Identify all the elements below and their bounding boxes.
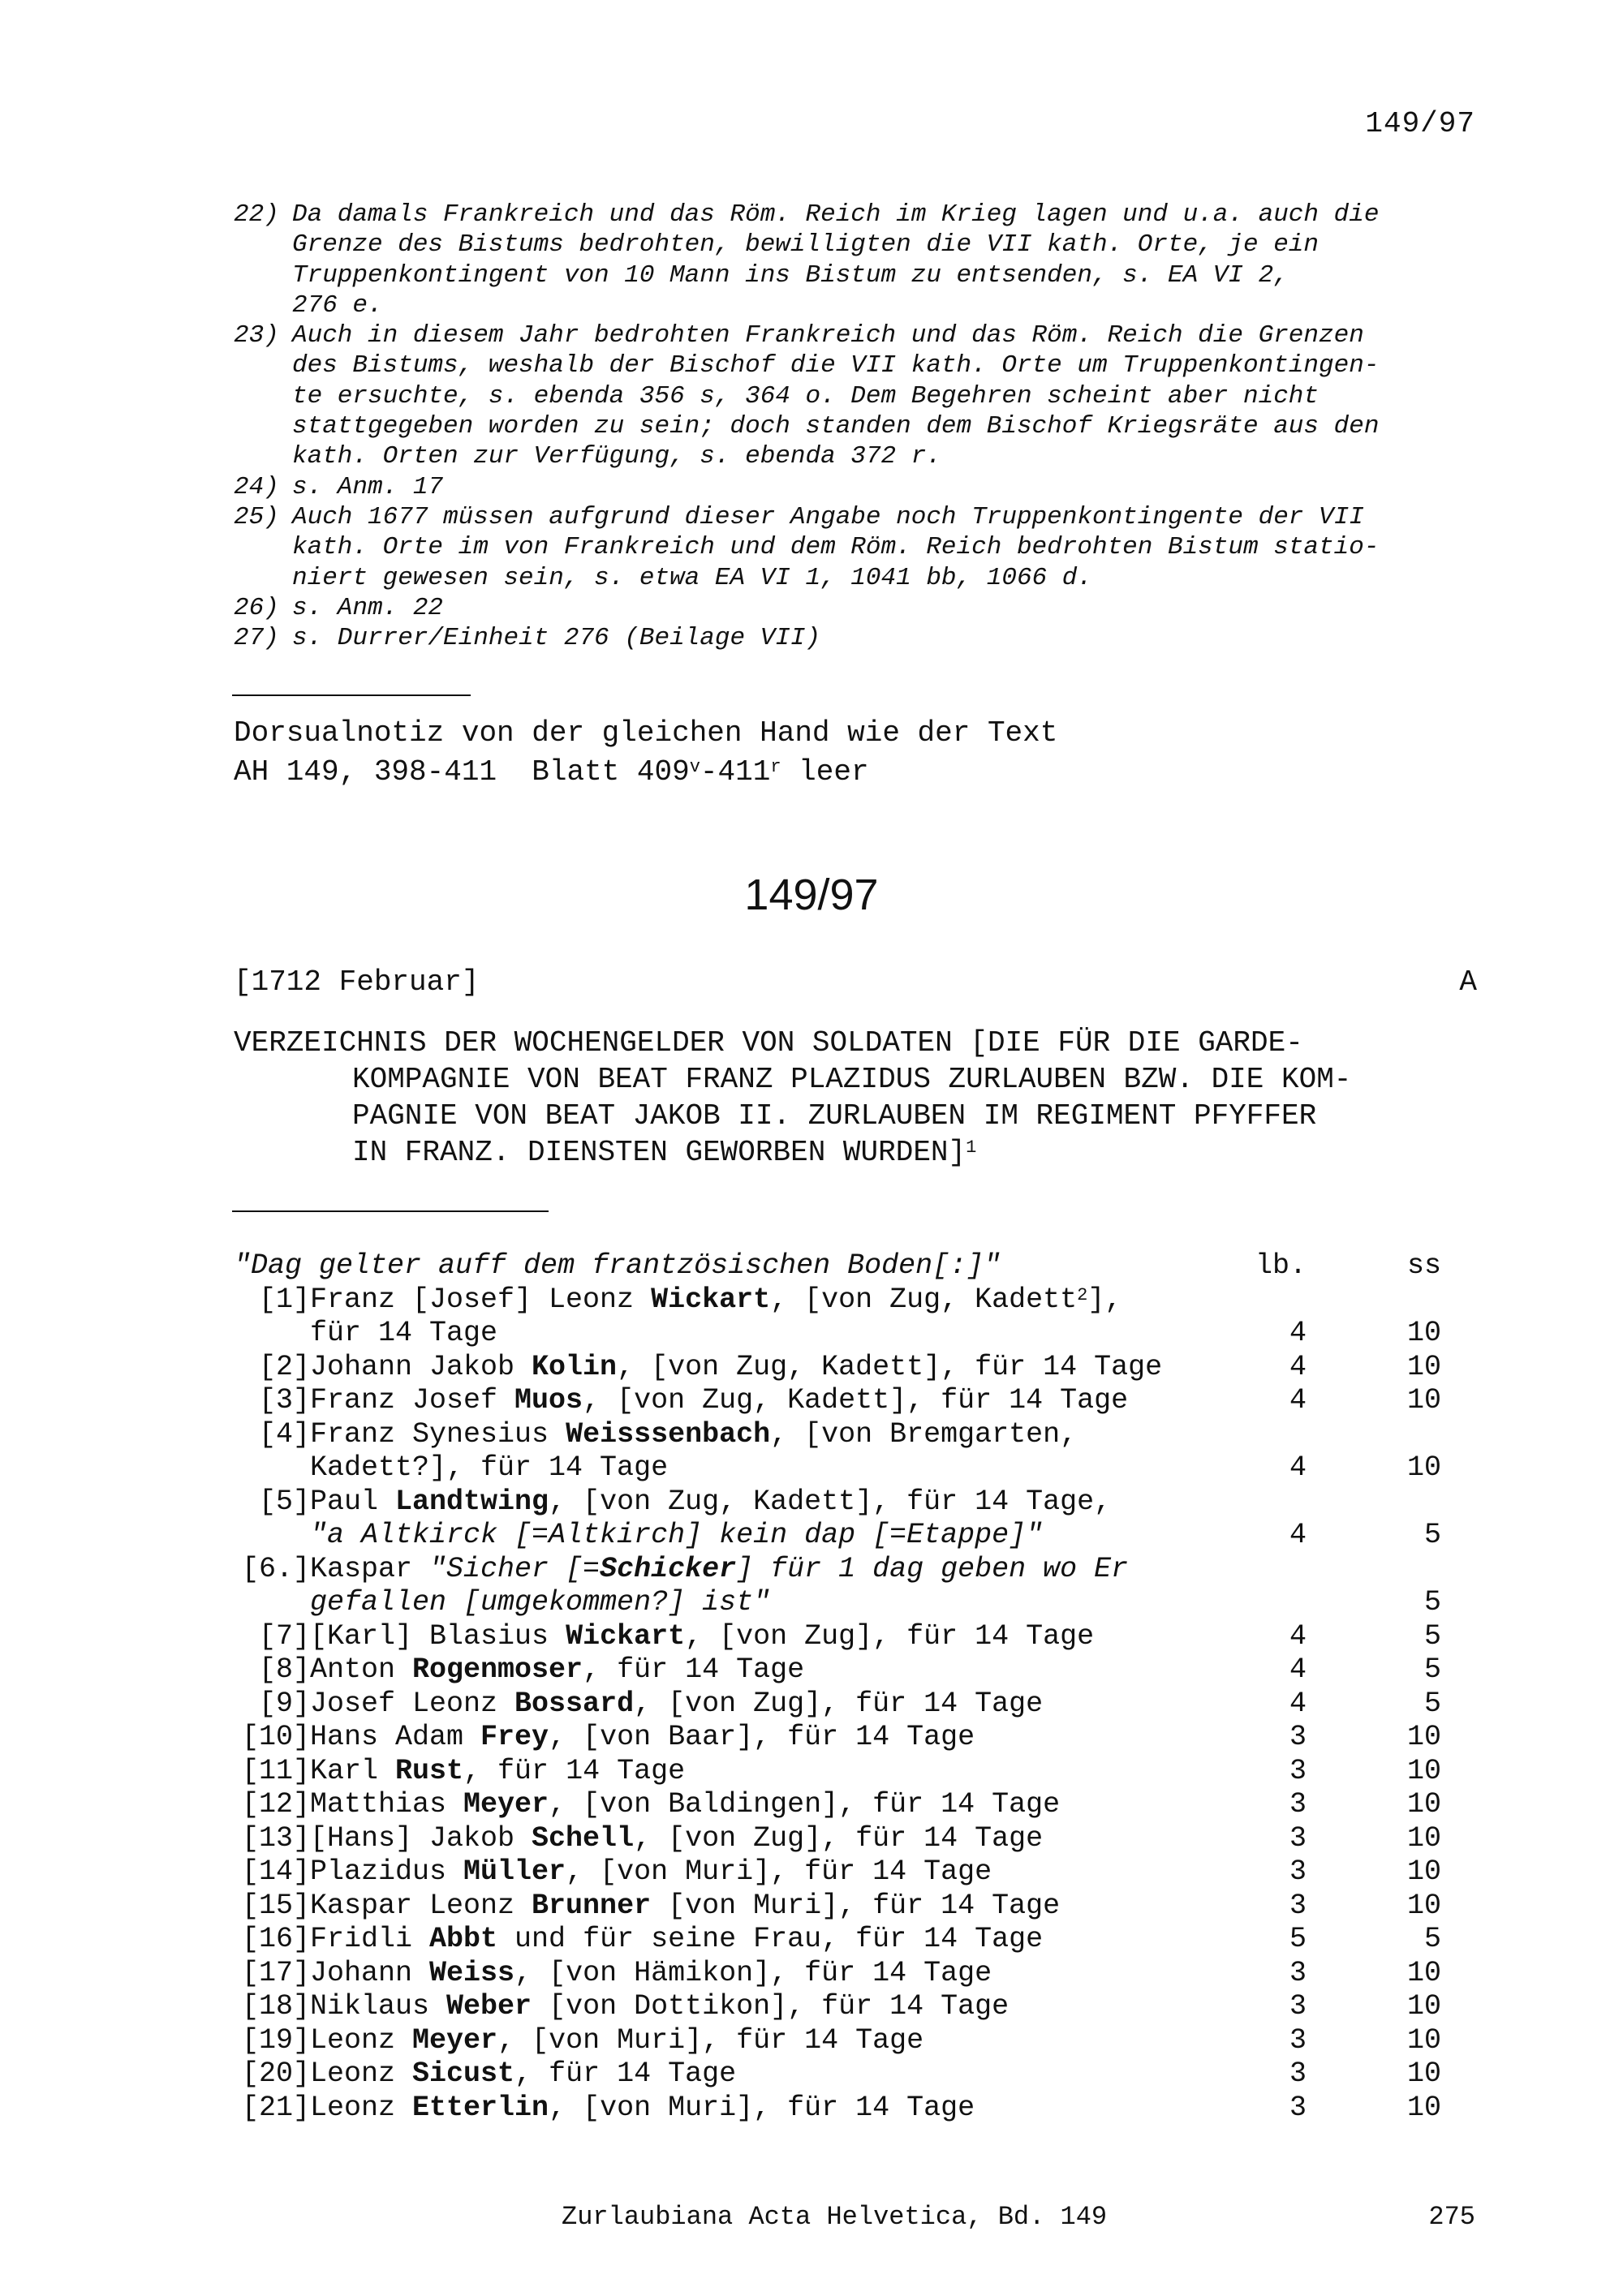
amount-lb: [1209, 1486, 1337, 1520]
soldier-surname: Meyer: [463, 1788, 549, 1821]
amount-ss: 10: [1406, 2091, 1441, 2124]
footnote-text: kath. Orte im von Frankreich und dem Röm. Reich bedrohten Bistum statio-: [292, 533, 1380, 562]
list-item: [234, 2057, 1483, 2092]
entry-text: Leonz Meyer, [von Muri], für 14 Tage: [310, 2023, 924, 2057]
footnote-line: [234, 320, 1483, 350]
amount-lb: 3: [1289, 1889, 1307, 1922]
entry-text: Plazidus Müller, [von Muri], für 14 Tage: [310, 1855, 992, 1888]
amount-ss: [1337, 1486, 1483, 1520]
amount-ss: 10: [1406, 1350, 1441, 1383]
amount-ss: [1337, 1553, 1483, 1587]
entry-text: Paul Landtwing, [von Zug, Kadett], für 14 Tage,: [310, 1485, 1112, 1518]
footnote-text: s. Anm. 17: [292, 472, 444, 501]
entry-index: [1]: [258, 1283, 310, 1316]
soldier-surname: Meyer: [412, 2023, 498, 2057]
list-item: [234, 1620, 1483, 1654]
amount-lb: 4: [1289, 1519, 1307, 1551]
footnote-text: kath. Orten zur Verfügung, s. ebenda 372 r.: [292, 442, 941, 471]
soldier-surname: Weisssenbach: [566, 1417, 771, 1451]
entry-text: für 14 Tage: [310, 1317, 498, 1349]
soldier-surname: Weber: [446, 1990, 532, 2023]
dorsal-line-1: Dorsualnotiz von der gleichen Hand wie der Text: [234, 716, 1058, 750]
entry-index: [19]: [241, 2023, 310, 2057]
list-item: [234, 1957, 1483, 1991]
amount-ss: 10: [1406, 1317, 1441, 1349]
footnote-line: [234, 532, 1483, 562]
footnote-number: 22): [234, 200, 279, 229]
amount-lb: 4: [1289, 1653, 1307, 1686]
footnote-number: 25): [234, 502, 279, 531]
soldier-surname: Brunner: [532, 1889, 652, 1922]
entry-text: Matthias Meyer, [von Baldingen], für 14 Tage: [310, 1788, 1061, 1821]
amount-ss: 10: [1406, 1788, 1441, 1821]
list-item: [234, 1721, 1483, 1755]
footnote-text: Truppenkontingent von 10 Mann ins Bistum zu entsenden, s. EA VI 2,: [292, 260, 1289, 290]
list-item: [234, 1317, 1483, 1351]
list-item: [234, 1990, 1483, 2024]
header-reference: 149/97: [1365, 107, 1475, 140]
soldier-surname: Etterlin: [412, 2091, 549, 2124]
footnote-text: te ersuchte, s. ebenda 356 s, 364 o. Dem Begehren scheint aber nicht: [292, 381, 1319, 411]
soldier-surname: Kolin: [532, 1350, 618, 1383]
footer-text: Zurlaubiana Acta Helvetica, Bd. 149: [562, 2202, 1108, 2232]
amount-lb: [1209, 1586, 1337, 1620]
footnote-line: [234, 290, 1483, 320]
soldier-surname: Bossard: [514, 1687, 635, 1720]
list-item: [234, 1384, 1483, 1418]
amount-ss: 10: [1406, 2023, 1441, 2057]
footnote-number: [234, 350, 292, 381]
soldier-surname: Sicust: [412, 2057, 515, 2090]
list-header: [234, 1249, 1483, 1283]
entry-text: gefallen [umgekommen?] ist": [310, 1586, 771, 1619]
amount-lb: 3: [1289, 1956, 1307, 1989]
amount-lb: 4: [1289, 1451, 1307, 1484]
entry-text: Franz Synesius Weisssenbach, [von Bremgarten,: [310, 1417, 1078, 1451]
entry-text: Kaspar Leonz Brunner [von Muri], für 14 Tage: [310, 1889, 1061, 1922]
footnote-number: [234, 381, 292, 411]
list-item: [234, 1890, 1483, 1924]
amount-ss: 5: [1423, 1586, 1441, 1619]
soldier-surname: Schell: [532, 1821, 635, 1855]
amount-ss: 5: [1423, 1687, 1441, 1720]
footnote-number: [234, 441, 292, 471]
soldier-surname: Müller: [463, 1855, 566, 1888]
amount-lb: 5: [1289, 1923, 1307, 1955]
footnote-number: [234, 230, 292, 260]
entry-index: [6.]: [241, 1552, 310, 1585]
amount-ss: 5: [1423, 1619, 1441, 1653]
footnote-text: stattgegeben worden zu sein; doch standen dem Bischof Kriegsräte aus den: [292, 412, 1380, 441]
entry-index: [4]: [258, 1417, 310, 1451]
amount-lb: 3: [1289, 2091, 1307, 2124]
footnote-line: [234, 200, 1483, 230]
soldier-surname: Frey: [480, 1721, 549, 1753]
document-type: A: [1459, 965, 1477, 999]
column-lb: lb.: [1255, 1249, 1307, 1282]
footnote-number: 26): [234, 593, 279, 622]
amount-ss: 10: [1406, 1821, 1441, 1855]
footnotes: [234, 200, 1483, 653]
entry-index: [15]: [241, 1889, 310, 1922]
entry-text: Kaspar "Sicher [=Schicker] für 1 dag geben wo Er: [310, 1552, 1129, 1585]
amount-lb: 3: [1289, 1754, 1307, 1787]
entry-text: Karl Rust, für 14 Tage: [310, 1754, 686, 1787]
footnote-line: [234, 563, 1483, 593]
list-item: [234, 1788, 1483, 1822]
document-date: [1712 Februar]: [234, 965, 480, 999]
heading-line: PAGNIE VON BEAT JAKOB II. ZURLAUBEN IM REGIMENT PFYFFER: [352, 1099, 1317, 1133]
divider: [232, 1210, 549, 1212]
amount-ss: 10: [1406, 1990, 1441, 2023]
entry-index: [234, 1519, 310, 1553]
footnote-line: [234, 502, 1483, 532]
footnote-number: [234, 411, 292, 441]
amount-ss: [1337, 1418, 1483, 1452]
amount-lb: [1209, 1283, 1337, 1318]
amount-lb: 4: [1289, 1384, 1307, 1417]
footnote-number: [234, 563, 292, 593]
entry-index: [2]: [258, 1350, 310, 1383]
heading-line: KOMPAGNIE VON BEAT FRANZ PLAZIDUS ZURLAUBEN BZW. DIE KOM-: [352, 1063, 1352, 1096]
footnote-text: 276 e.: [292, 290, 383, 320]
amount-lb: 3: [1289, 2023, 1307, 2057]
footnote-text: niert gewesen sein, s. etwa EA VI 1, 1041 bb, 1066 d.: [292, 563, 1092, 592]
footnote-number: 23): [234, 321, 279, 350]
amount-ss: 5: [1423, 1923, 1441, 1955]
document-heading: [234, 1025, 1500, 1171]
footnote-line: [234, 411, 1483, 441]
footnote-line: [234, 623, 1483, 653]
list-item: [234, 1688, 1483, 1722]
amount-ss: 10: [1406, 2057, 1441, 2090]
amount-ss: 5: [1423, 1653, 1441, 1686]
amount-ss: 10: [1406, 1855, 1441, 1888]
entry-index: [234, 1451, 310, 1486]
footnote-text: Da damals Frankreich und das Röm. Reich im Krieg lagen und u.a. auch die: [292, 200, 1380, 229]
entry-text: Josef Leonz Bossard, [von Zug], für 14 Tage: [310, 1687, 1044, 1720]
entry-index: [3]: [258, 1384, 310, 1417]
entry-index: [5]: [258, 1485, 310, 1518]
soldier-surname: Wickart: [566, 1619, 686, 1653]
footnote-line: [234, 230, 1483, 260]
footnote-line: [234, 441, 1483, 471]
footnote-line: [234, 350, 1483, 381]
amount-ss: [1337, 1283, 1483, 1318]
wage-list: [234, 1249, 1483, 2125]
amount-ss: 10: [1406, 1889, 1441, 1922]
amount-ss: 10: [1406, 1451, 1441, 1484]
soldier-surname: Wickart: [651, 1283, 771, 1316]
list-item: [234, 1653, 1483, 1688]
list-item: [234, 1451, 1483, 1486]
list-item: [234, 1822, 1483, 1856]
entry-index: [18]: [241, 1990, 310, 2023]
list-item: [234, 1553, 1483, 1587]
document-title: 149/97: [744, 871, 879, 919]
list-item: [234, 2024, 1483, 2058]
amount-lb: 4: [1289, 1619, 1307, 1653]
dorsal-line-2: AH 149, 398-411 Blatt 409$^v$-411$^r$ leer: [234, 755, 869, 789]
entry-text: Hans Adam Frey, [von Baar], für 14 Tage: [310, 1721, 975, 1753]
footnote-number: [234, 290, 292, 320]
soldier-surname: Abbt: [429, 1923, 498, 1955]
list-title: "Dag gelter auff dem frantzösischen Boden[:]": [234, 1249, 1001, 1282]
entry-text: Anton Rogenmoser, für 14 Tage: [310, 1653, 805, 1686]
amount-ss: 10: [1406, 1721, 1441, 1753]
entry-index: [10]: [241, 1721, 310, 1753]
entry-text: Franz [Josef] Leonz Wickart, [von Zug, Kadett$^2$],: [310, 1283, 1122, 1316]
list-item: [234, 1923, 1483, 1957]
date-line: [234, 965, 1477, 999]
amount-lb: [1209, 1418, 1337, 1452]
entry-index: [14]: [241, 1855, 310, 1888]
amount-lb: 3: [1289, 1855, 1307, 1888]
entry-index: [9]: [258, 1687, 310, 1720]
entry-index: [12]: [241, 1788, 310, 1821]
soldier-surname: Weiss: [429, 1956, 515, 1989]
footnote-line: [234, 593, 1483, 623]
list-item: [234, 1755, 1483, 1789]
entry-text: "a Altkirck [=Altkirch] kein dap [=Etappe]": [310, 1519, 1044, 1551]
entry-text: [Karl] Blasius Wickart, [von Zug], für 14 Tage: [310, 1619, 1095, 1653]
entry-index: [13]: [241, 1821, 310, 1855]
entry-text: Kadett?], für 14 Tage: [310, 1451, 669, 1484]
entry-text: Franz Josef Muos, [von Zug, Kadett], für 14 Tage: [310, 1384, 1129, 1417]
footnote-text: Auch in diesem Jahr bedrohten Frankreich und das Röm. Reich die Grenzen: [292, 321, 1364, 350]
entry-index: [7]: [258, 1619, 310, 1653]
entry-index: [11]: [241, 1754, 310, 1787]
entry-index: [17]: [241, 1956, 310, 1989]
footnote-text: des Bistums, weshalb der Bischof die VII kath. Orte um Truppenkontingen-: [292, 351, 1380, 381]
list-item: [234, 1855, 1483, 1890]
amount-lb: 3: [1289, 1788, 1307, 1821]
footnote-line: [234, 381, 1483, 411]
page-number: 275: [1428, 2202, 1475, 2232]
amount-lb: 4: [1289, 1317, 1307, 1349]
soldier-surname: Muos: [514, 1384, 583, 1417]
soldier-surname: Schicker: [600, 1552, 737, 1585]
list-item: [234, 1418, 1483, 1452]
entry-text: Fridli Abbt und für seine Frau, für 14 Tage: [310, 1923, 1044, 1955]
amount-lb: 3: [1289, 1990, 1307, 2023]
divider: [232, 694, 471, 696]
entry-index: [234, 1586, 310, 1620]
entry-text: Leonz Sicust, für 14 Tage: [310, 2057, 737, 2090]
entry-index: [8]: [258, 1653, 310, 1686]
dorsal-note: [234, 714, 1057, 792]
list-item: [234, 1486, 1483, 1520]
footnote-number: [234, 260, 292, 290]
column-ss: ss: [1406, 1249, 1441, 1282]
amount-ss: 10: [1406, 1754, 1441, 1787]
entry-index: [21]: [241, 2091, 310, 2124]
footnote-line: [234, 260, 1483, 290]
amount-lb: [1209, 1553, 1337, 1587]
list-item: [234, 1519, 1483, 1553]
entry-text: [Hans] Jakob Schell, [von Zug], für 14 Tage: [310, 1821, 1044, 1855]
list-item: [234, 1351, 1483, 1385]
amount-lb: 3: [1289, 1721, 1307, 1753]
amount-lb: 3: [1289, 1821, 1307, 1855]
list-item: [234, 1283, 1483, 1318]
amount-lb: 4: [1289, 1687, 1307, 1720]
entry-index: [16]: [241, 1923, 310, 1955]
soldier-surname: Rogenmoser: [412, 1653, 583, 1686]
soldier-surname: Rust: [395, 1754, 464, 1787]
amount-ss: 10: [1406, 1384, 1441, 1417]
footnote-number: 27): [234, 624, 279, 653]
footnote-line: [234, 472, 1483, 502]
list-item: [234, 1586, 1483, 1620]
amount-ss: 5: [1423, 1519, 1441, 1551]
entry-text: Johann Weiss, [von Hämikon], für 14 Tage: [310, 1956, 992, 1989]
soldier-surname: Landtwing: [395, 1485, 549, 1518]
amount-ss: 10: [1406, 1956, 1441, 1989]
amount-lb: 3: [1289, 2057, 1307, 2090]
footnote-text: Grenze des Bistums bedrohten, bewilligten die VII kath. Orte, je ein: [292, 230, 1319, 260]
footnote-text: Auch 1677 müssen aufgrund dieser Angabe noch Truppenkontingente der VII: [292, 502, 1364, 531]
heading-line: IN FRANZ. DIENSTEN GEWORBEN WURDEN]$^1$: [352, 1136, 977, 1169]
footnote-text: s. Durrer/Einheit 276 (Beilage VII): [292, 624, 821, 653]
footnote-number: 24): [234, 472, 279, 501]
list-item: [234, 2092, 1483, 2126]
footnote-text: s. Anm. 22: [292, 593, 444, 622]
entry-text: Leonz Etterlin, [von Muri], für 14 Tage: [310, 2091, 975, 2124]
entry-text: Niklaus Weber [von Dottikon], für 14 Tage: [310, 1990, 1010, 2023]
entry-index: [20]: [241, 2057, 310, 2090]
heading-line: VERZEICHNIS DER WOCHENGELDER VON SOLDATEN [DIE FÜR DIE GARDE-: [234, 1026, 1303, 1060]
footnote-number: [234, 532, 292, 562]
amount-lb: 4: [1289, 1350, 1307, 1383]
entry-text: Johann Jakob Kolin, [von Zug, Kadett], für 14 Tage: [310, 1350, 1163, 1383]
entry-index: [234, 1317, 310, 1351]
